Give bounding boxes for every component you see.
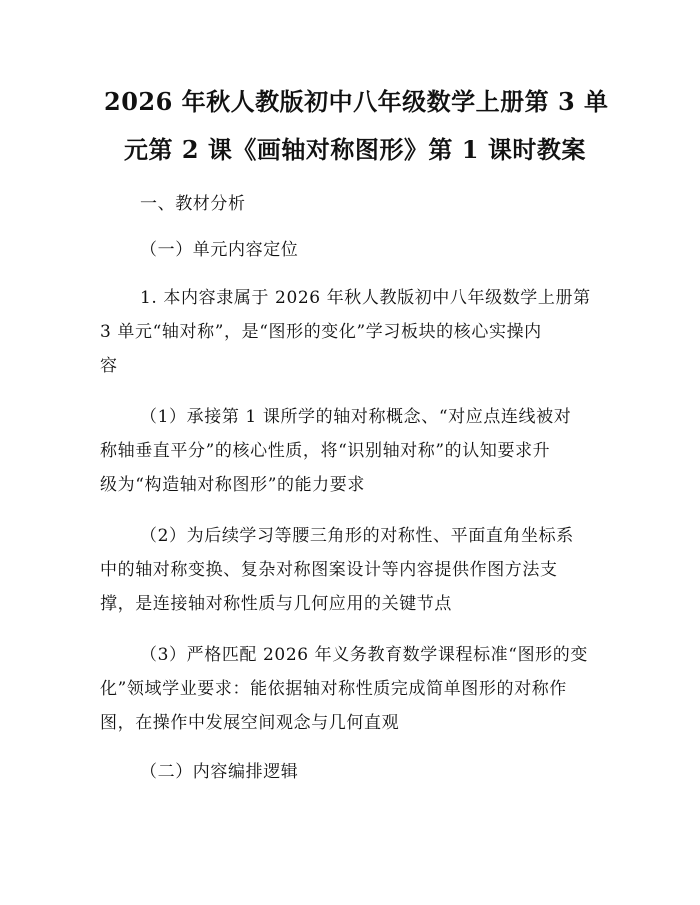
paragraph-3-line-1: （2）为后续学习等腰三角形的对称性、平面直角坐标系 <box>140 526 574 546</box>
subsection-heading-unit-positioning: （一）单元内容定位 <box>140 240 299 260</box>
paragraph-1-line-1: 1. 本内容隶属于 2026 年秋人教版初中八年级数学上册第 <box>140 288 591 308</box>
paragraph-4-line-3: 图，在操作中发展空间观念与几何直观 <box>100 713 400 733</box>
document-title-line-1: 2026 年秋人教版初中八年级数学上册第 3 单 <box>104 87 609 116</box>
paragraph-2-line-3: 级为“构造轴对称图形”的能力要求 <box>100 475 365 495</box>
paragraph-3-line-2: 中的轴对称变换、复杂对称图案设计等内容提供作图方法支 <box>100 560 558 580</box>
section-heading-textbook-analysis: 一、教材分析 <box>140 194 246 214</box>
paragraph-1-line-2: 3 单元“轴对称”，是“图形的变化”学习板块的核心实操内 <box>100 322 542 342</box>
paragraph-2-line-1: （1）承接第 1 课所学的轴对称概念、“对应点连线被对 <box>140 407 572 427</box>
paragraph-1-line-3: 容 <box>100 356 118 376</box>
paragraph-3-line-3: 撑，是连接轴对称性质与几何应用的关键节点 <box>100 594 452 614</box>
subsection-heading-content-arrangement: （二）内容编排逻辑 <box>140 762 299 782</box>
document-title-line-2: 元第 2 课《画轴对称图形》第 1 课时教案 <box>124 135 586 164</box>
paragraph-2-line-2: 称轴垂直平分”的核心性质，将“识别轴对称”的认知要求升 <box>100 441 551 461</box>
paragraph-4-line-2: 化”领域学业要求：能依据轴对称性质完成简单图形的对称作 <box>100 679 567 699</box>
paragraph-4-line-1: （3）严格匹配 2026 年义务教育数学课程标准“图形的变 <box>140 645 588 665</box>
